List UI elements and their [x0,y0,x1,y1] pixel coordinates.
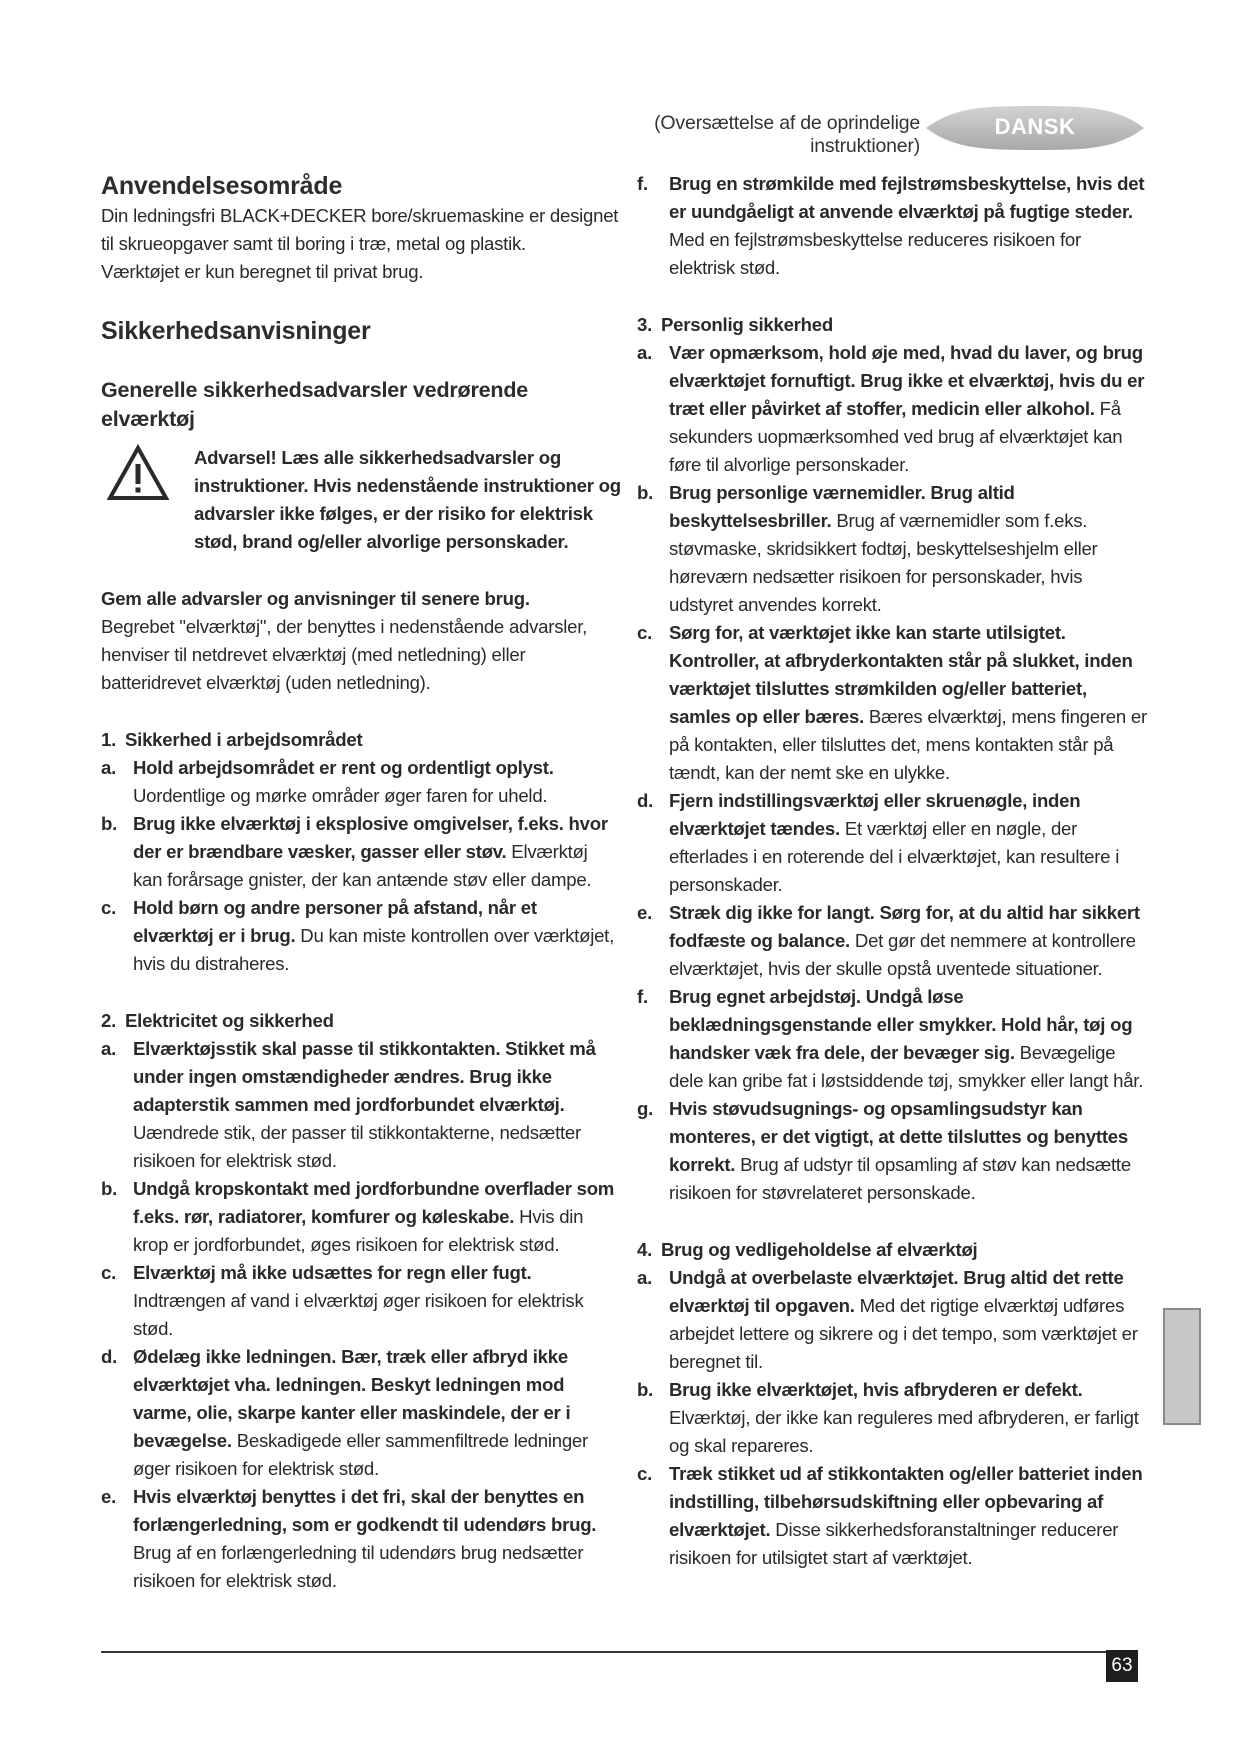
item-label: c. [101,897,117,918]
item-label: c. [637,1463,653,1484]
item-label: b. [101,813,118,834]
save-instructions: Gem alle advarsler og anvisninger til senere brug. [101,588,530,609]
item-bold: Undgå at overbelaste elværktøjet. Brug altid det rette elværktøj til opgaven. [669,1267,1124,1316]
language-badge [924,103,1146,153]
item-bold: Hold arbejdsområdet er rent og ordentligt oplyst. [133,757,554,778]
footer-divider [101,1651,1106,1653]
item-text: Uordentlige og mørke områder øger faren for uheld. [133,785,548,806]
list-item [101,894,621,978]
item-label: a. [101,1038,117,1059]
item-bold: Vær opmærksom, hold øje med, hvad du laver, og brug elværktøjet fornuftigt. Brug ikke et elværktøj, hvis du er træt eller påvirket af stoffer, medicin eller alkohol. [669,342,1145,419]
section-side-tab [1163,1308,1201,1425]
list-item [637,170,1147,282]
list-item [637,619,1147,787]
item-bold: Hvis elværktøj benyttes i det fri, skal der benyttes en forlængerledning, som er godkendt til udendørs brug. [133,1486,597,1535]
translation-note: (Oversættelse af de oprindelige instruktioner) [654,112,920,157]
item-text: Brug af en forlængerledning til udendørs brug nedsætter risikoen for elektrisk stød. [133,1542,584,1591]
item-text: Disse sikkerhedsforanstaltninger reducerer risikoen for utilsigtet start af værktøjet. [669,1519,1119,1568]
section-3-heading [637,311,1147,339]
item-label: a. [637,1267,653,1288]
list-item [101,1483,621,1595]
list-item [101,1175,621,1259]
warning-text: Advarsel! Læs alle sikkerhedsadvarsler og instruktioner. Hvis nedenstående instruktioner og advarsler ikke følges, er der risiko for elektrisk stød, brand og/eller alvorlige personskader. [194,447,621,552]
list-item [637,787,1147,899]
list-item [637,479,1147,619]
warning-triangle-icon [107,444,169,502]
item-text: Få sekunders uopmærksomhed ved brug af elværktøjet kan føre til alvorlige personskader. [669,398,1123,475]
item-bold: Brug egnet arbejdstøj. Undgå løse beklædningsgenstande eller smykker. Hold hår, tøj og handsker væk fra dele, der bevæger sig. [669,986,1133,1063]
item-label: b. [637,1379,654,1400]
list-item [637,1095,1147,1207]
item-bold: Hold børn og andre personer på afstand, når et elværktøj er i brug. [133,897,537,946]
item-bold: Elværktøj må ikke udsættes for regn eller fugt. [133,1262,532,1283]
item-text: Hvis din krop er jordforbundet, øges risikoen for elektrisk stød. [133,1206,584,1255]
power-tool-definition: Begrebet "elværktøj", der benyttes i nedenstående advarsler, henviser til netdrevet elværktøj (med netledning) eller batteridrevet elværktøj (uden netledning). [101,616,588,693]
item-text: Elværktøj kan forårsage gnister, der kan antænde støv eller dampe. [133,841,592,890]
item-label: d. [637,790,654,811]
item-label: c. [637,622,653,643]
item-bold: Fjern indstillingsværktøj eller skruenøgle, inden elværktøjet tændes. [669,790,1081,839]
item-bold: Brug en strømkilde med fejlstrømsbeskyttelse, hvis det er uundgåeligt at anvende elværktøj på fugtige steder. [669,173,1145,222]
item-bold: Hvis støvudsugnings- og opsamlingsudstyr kan monteres, er det vigtigt, at dette tilsluttes og benyttes korrekt. [669,1098,1128,1175]
item-text: Uændrede stik, der passer til stikkontakterne, nedsætter risikoen for elektrisk stød. [133,1122,581,1171]
usage-text: Din ledningsfri BLACK+DECKER bore/skruemaskine er designet til skrueopgaver samt til boring i træ, metal og plastik. [101,205,619,254]
item-bold: Brug ikke elværktøjet, hvis afbryderen er defekt. [669,1379,1083,1400]
item-text: Med det rigtige elværktøj udføres arbejdet lettere og sikrere og i det tempo, som værktøjet er beregnet til. [669,1295,1138,1372]
list-item [101,810,621,894]
list-item [101,1343,621,1483]
section-title: Brug og vedligeholdelse af elværktøj [661,1239,978,1260]
section-number: 3. [637,314,653,335]
item-label: b. [101,1178,118,1199]
right-column [637,170,1147,1572]
list-item [637,1460,1147,1572]
item-text: Det gør det nemmere at kontrollere elværktøjet, hvis der skulle opstå uventede situationer. [669,930,1136,979]
section-2-heading [101,1007,621,1035]
usage-text-2: Værktøjet er kun beregnet til privat brug. [101,261,424,282]
safety-heading: Sikkerhedsanvisninger [101,317,371,345]
item-text: Bæres elværktøj, mens fingeren er på kontakten, eller tilsluttes det, mens kontakten står på tændt, kan der nemt ske en ulykke. [669,706,1147,783]
list-item [637,339,1147,479]
item-label: a. [101,757,117,778]
section-number: 4. [637,1239,653,1260]
page-number: 63 [1106,1650,1138,1682]
language-label: DANSK [994,114,1076,139]
section-number: 1. [101,729,117,750]
list-item [101,1259,621,1343]
item-label: b. [637,482,654,503]
item-label: c. [101,1262,117,1283]
section-title: Elektricitet og sikkerhed [125,1010,334,1031]
list-item [101,1035,621,1175]
list-item [637,1264,1147,1376]
item-bold: Træk stikket ud af stikkontakten og/eller batteriet inden indstilling, tilbehørsudskiftning eller opbevaring af elværktøjet. [669,1463,1143,1540]
section-4-heading [637,1236,1147,1264]
item-bold: Ødelæg ikke ledningen. Bær, træk eller afbryd ikke elværktøjet vha. ledningen. Beskyt ledningen mod varme, olie, skarpe kanter eller maskindele, der er i bevægelse. [133,1346,571,1451]
item-label: e. [637,902,653,923]
item-label: a. [637,342,653,363]
section-title: Personlig sikkerhed [661,314,833,335]
item-text: Du kan miste kontrollen over værktøjet, hvis du distraheres. [133,925,614,974]
item-label: f. [637,173,648,194]
item-label: f. [637,986,648,1007]
item-bold: Brug ikke elværktøj i eksplosive omgivelser, f.eks. hvor der er brændbare væsker, gasser eller støv. [133,813,608,862]
list-item [637,1376,1147,1460]
item-bold: Stræk dig ikke for langt. Sørg for, at du altid har sikkert fodfæste og balance. [669,902,1140,951]
item-text: Elværktøj, der ikke kan reguleres med afbryderen, er farligt og skal repareres. [669,1407,1139,1456]
item-label: e. [101,1486,117,1507]
item-bold: Brug personlige værnemidler. Brug altid beskyttelsesbriller. [669,482,1015,531]
list-item [637,983,1147,1095]
item-text: Indtrængen af vand i elværktøj øger risikoen for elektrisk stød. [133,1290,584,1339]
item-bold: Sørg for, at værktøjet ikke kan starte utilsigtet. Kontroller, at afbryderkontakten står på slukket, inden værktøjet tilsluttes strømkilden og/eller batteriet, samles op eller bæres. [669,622,1133,727]
section-1-heading [101,726,621,754]
item-text: Brug af værnemidler som f.eks. støvmaske, skridsikkert fodtøj, beskyttelseshjelm eller høreværn nedsætter risikoen for personskader, hvis udstyret anvendes korrekt. [669,510,1098,615]
item-label: d. [101,1346,118,1367]
general-warnings-heading: Generelle sikkerhedsadvarsler vedrørende elværktøj [101,378,529,431]
item-text: Et værktøj eller en nøgle, der efterlades i en roterende del i elværktøjet, kan resultere i personskader. [669,818,1120,895]
section-title: Sikkerhed i arbejdsområdet [125,729,363,750]
section-number: 2. [101,1010,117,1031]
item-text: Beskadigede eller sammenfiltrede ledninger øger risikoen for elektrisk stød. [133,1430,588,1479]
item-bold: Undgå kropskontakt med jordforbundne overflader som f.eks. rør, radiatorer, komfurer og køleskabe. [133,1178,615,1227]
item-bold: Elværktøjsstik skal passe til stikkontakten. Stikket må under ingen omstændigheder ændres. Brug ikke adapterstik sammen med jordforbundet elværktøj. [133,1038,596,1115]
item-text: Med en fejlstrømsbeskyttelse reduceres risikoen for elektrisk stød. [669,229,1081,278]
item-text: Brug af udstyr til opsamling af støv kan nedsætte risikoen for støvrelateret personskade. [669,1154,1131,1203]
warning-block [101,444,621,556]
usage-heading: Anvendelsesområde [101,172,343,200]
left-column [101,170,621,1595]
list-item [101,754,621,810]
item-label: g. [637,1098,654,1119]
list-item [637,899,1147,983]
item-text: Bevægelige dele kan gribe fat i løstsiddende tøj, smykker eller langt hår. [669,1042,1144,1091]
